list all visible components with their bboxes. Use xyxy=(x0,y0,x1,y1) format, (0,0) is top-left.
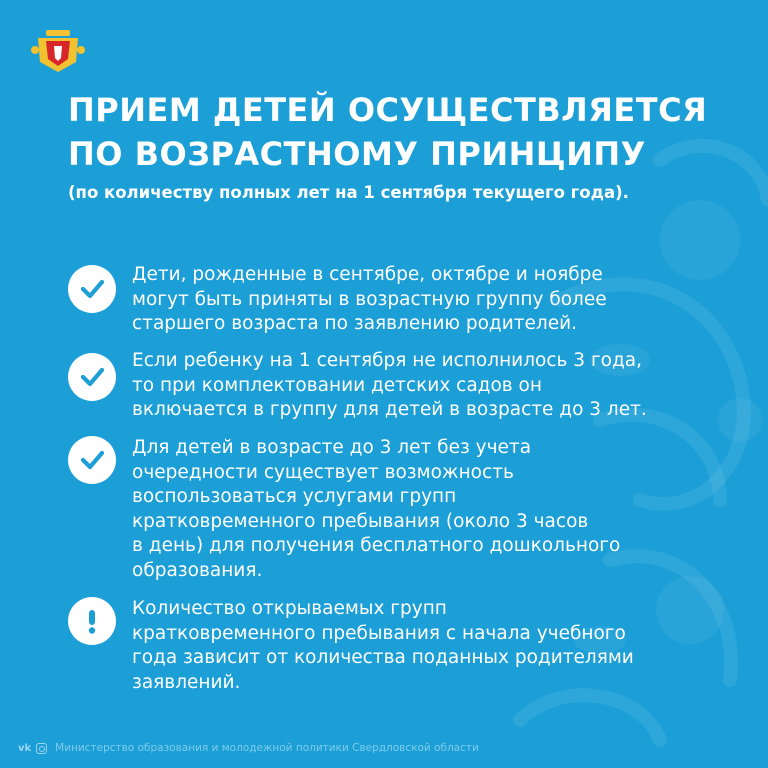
list-item-text xyxy=(132,597,732,695)
page-title xyxy=(68,88,748,176)
text-line: в день) для получения бесплатного дошкольного xyxy=(132,535,621,556)
footer xyxy=(18,740,479,756)
check-icon xyxy=(68,436,116,484)
title-line: ПО ВОЗРАСТНОМУ ПРИНЦИПУ xyxy=(68,135,646,173)
text-line: воспользоваться услугами групп xyxy=(132,486,457,507)
text-line: могут быть приняты в возрастную группу более xyxy=(132,288,607,310)
text-line: включается в группу для детей в возрасте до 3 лет. xyxy=(132,399,647,420)
list-item-text xyxy=(132,263,732,337)
check-icon xyxy=(68,265,116,313)
text-line: заявлений. xyxy=(132,671,241,693)
text-line: Дети, рожденные в сентябре, октябре и ноябре xyxy=(132,264,603,285)
vk-icon[interactable]: vk xyxy=(18,742,32,754)
exclamation-icon xyxy=(68,597,116,645)
social-icons xyxy=(18,743,47,754)
instagram-icon[interactable] xyxy=(36,743,47,754)
list-item-text xyxy=(132,436,732,583)
check-icon xyxy=(68,353,116,401)
footer-organization: Министерство образования и молодежной политики Свердловской области xyxy=(55,742,479,754)
text-line: Количество открываемых групп xyxy=(132,598,447,619)
text-line: очередности существует возможность xyxy=(132,461,514,483)
text-line: то при комплектовании детских садов он xyxy=(132,374,542,396)
text-line: Если ребенку на 1 сентября не исполнилось 3 года, xyxy=(132,350,642,371)
page-subtitle: (по количеству полных лет на 1 сентября текущего года). xyxy=(68,183,629,202)
text-line: Для детей в возрасте до 3 лет без учета xyxy=(132,437,532,458)
text-line: образования. xyxy=(132,559,263,581)
list-item-text xyxy=(132,349,732,423)
text-line: года зависит от количества поданных родителями xyxy=(132,647,634,668)
title-line: ПРИЕМ ДЕТЕЙ ОСУЩЕСТВЛЯЕТСЯ xyxy=(68,91,708,129)
text-line: старшего возраста по заявлению родителей. xyxy=(132,313,577,334)
coat-of-arms-icon xyxy=(30,28,86,74)
text-line: кратковременного пребывания (около 3 часов xyxy=(132,510,589,532)
text-line: кратковременного пребывания с начала учебного xyxy=(132,622,626,644)
